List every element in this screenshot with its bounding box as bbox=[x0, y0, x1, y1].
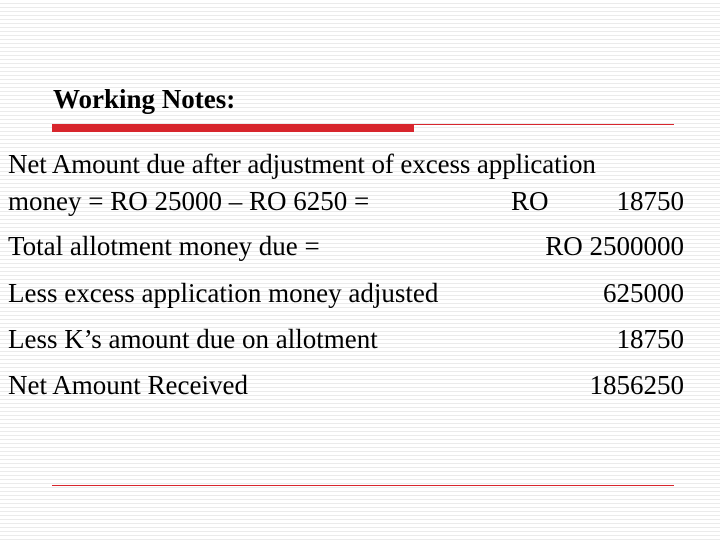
note-line-less-k-amount bbox=[8, 321, 688, 357]
slide-title: Working Notes: bbox=[53, 84, 236, 114]
note-line-value: 18750 bbox=[616, 324, 684, 354]
note-line-value: 1856250 bbox=[589, 370, 684, 400]
note-line-label: Less K’s amount due on allotment bbox=[8, 324, 378, 354]
note-line-label: Net Amount Received bbox=[8, 370, 248, 400]
note-line-value: 18750 bbox=[616, 186, 684, 216]
note-line-money-calculation bbox=[8, 183, 688, 219]
note-line-value: 625000 bbox=[603, 278, 684, 308]
note-line-label: Net Amount due after adjustment of excess application bbox=[8, 149, 596, 179]
note-line-net-amount-due bbox=[8, 146, 688, 182]
note-line-value: RO 2500000 bbox=[545, 231, 684, 261]
title-underline-thick bbox=[52, 124, 414, 132]
title-underline-thin bbox=[414, 124, 674, 125]
note-line-less-excess bbox=[8, 275, 688, 311]
note-line-label: Total allotment money due = bbox=[8, 231, 320, 261]
note-line-net-received bbox=[8, 367, 688, 403]
note-line-total-allotment bbox=[8, 228, 688, 264]
note-line-label: Less excess application money adjusted bbox=[8, 278, 439, 308]
note-line-currency: RO bbox=[511, 186, 549, 216]
note-line-label: money = RO 25000 – RO 6250 = bbox=[8, 186, 370, 216]
footer-rule bbox=[52, 485, 674, 486]
